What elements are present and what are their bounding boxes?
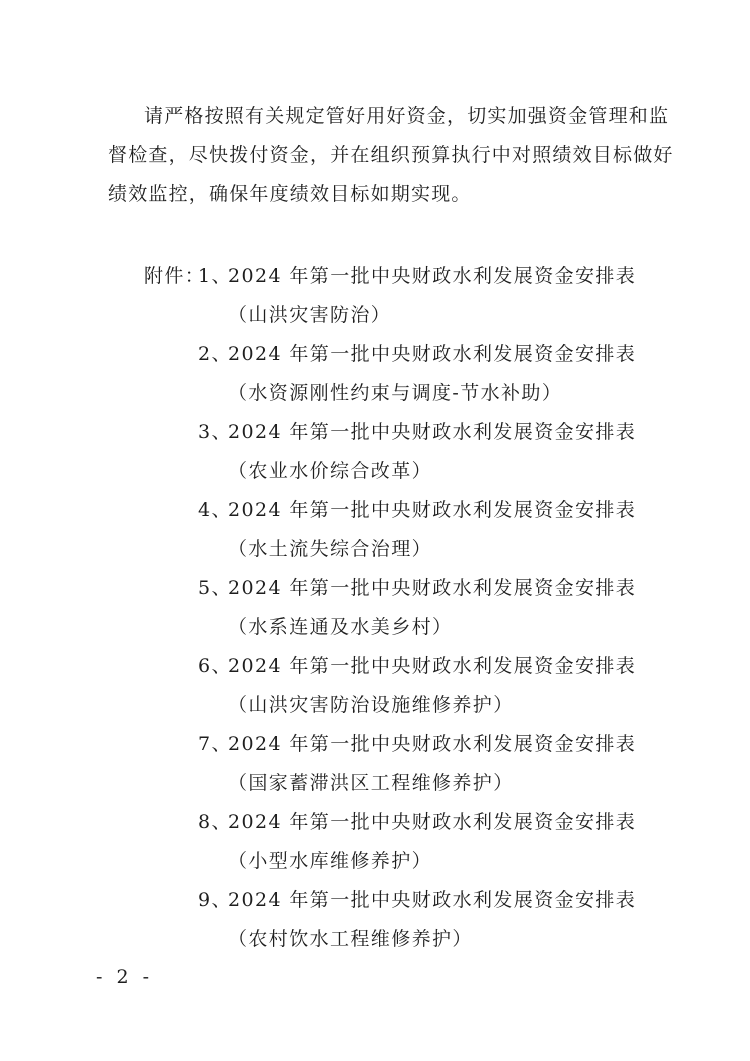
attachment-item [144,725,664,764]
body-paragraph [108,97,674,214]
attachment-number: 4、 [198,499,232,521]
attachment-subtitle: （山洪灾害防治） [228,304,392,326]
paragraph-line: 请严格按照有关规定管好用好资金，切实加强资金管理和监 [144,105,670,127]
attachment-title: 2024 年第一批中央财政水利发展资金安排表 [228,811,637,833]
attachment-subtitle: （农业水价综合改革） [228,460,433,482]
attachment-item [144,569,664,608]
attachment-list [144,257,664,959]
attachment-title: 2024 年第一批中央财政水利发展资金安排表 [228,343,637,365]
attachment-number: 7、 [198,733,232,755]
attachment-item [144,257,664,296]
paragraph-line: 督检查，尽快拨付资金，并在组织预算执行中对照绩效目标做好 [108,144,674,166]
attachment-item [144,881,664,920]
paragraph-line: 绩效监控，确保年度绩效目标如期实现。 [108,183,472,205]
attachment-label: 附件： [144,265,206,287]
attachment-title: 2024 年第一批中央财政水利发展资金安排表 [228,655,637,677]
attachment-number: 6、 [198,655,232,677]
attachment-subtitle: （山洪灾害防治设施维修养护） [228,694,514,716]
attachment-number: 1、 [198,265,232,287]
attachment-number: 8、 [198,811,232,833]
attachment-subtitle: （水土流失综合治理） [228,538,433,560]
attachment-title: 2024 年第一批中央财政水利发展资金安排表 [228,421,637,443]
attachment-number: 3、 [198,421,232,443]
attachment-title: 2024 年第一批中央财政水利发展资金安排表 [228,499,637,521]
attachment-subtitle: （农村饮水工程维修养护） [228,928,473,950]
attachment-title: 2024 年第一批中央财政水利发展资金安排表 [228,577,637,599]
attachment-item [144,335,664,374]
attachment-title: 2024 年第一批中央财政水利发展资金安排表 [228,733,637,755]
attachment-item [144,491,664,530]
attachment-item [144,803,664,842]
attachment-item [144,647,664,686]
page-number: - 2 - [96,966,154,988]
attachment-subtitle: （水系连通及水美乡村） [228,616,453,638]
attachment-number: 2、 [198,343,232,365]
attachment-number: 5、 [198,577,232,599]
attachment-number: 9、 [198,889,232,911]
attachment-title: 2024 年第一批中央财政水利发展资金安排表 [228,889,637,911]
attachment-title: 2024 年第一批中央财政水利发展资金安排表 [228,265,637,287]
attachment-subtitle: （国家蓄滞洪区工程维修养护） [228,772,514,794]
attachment-subtitle: （水资源刚性约束与调度-节水补助） [228,382,563,404]
attachment-item [144,413,664,452]
attachment-subtitle: （小型水库维修养护） [228,850,433,872]
